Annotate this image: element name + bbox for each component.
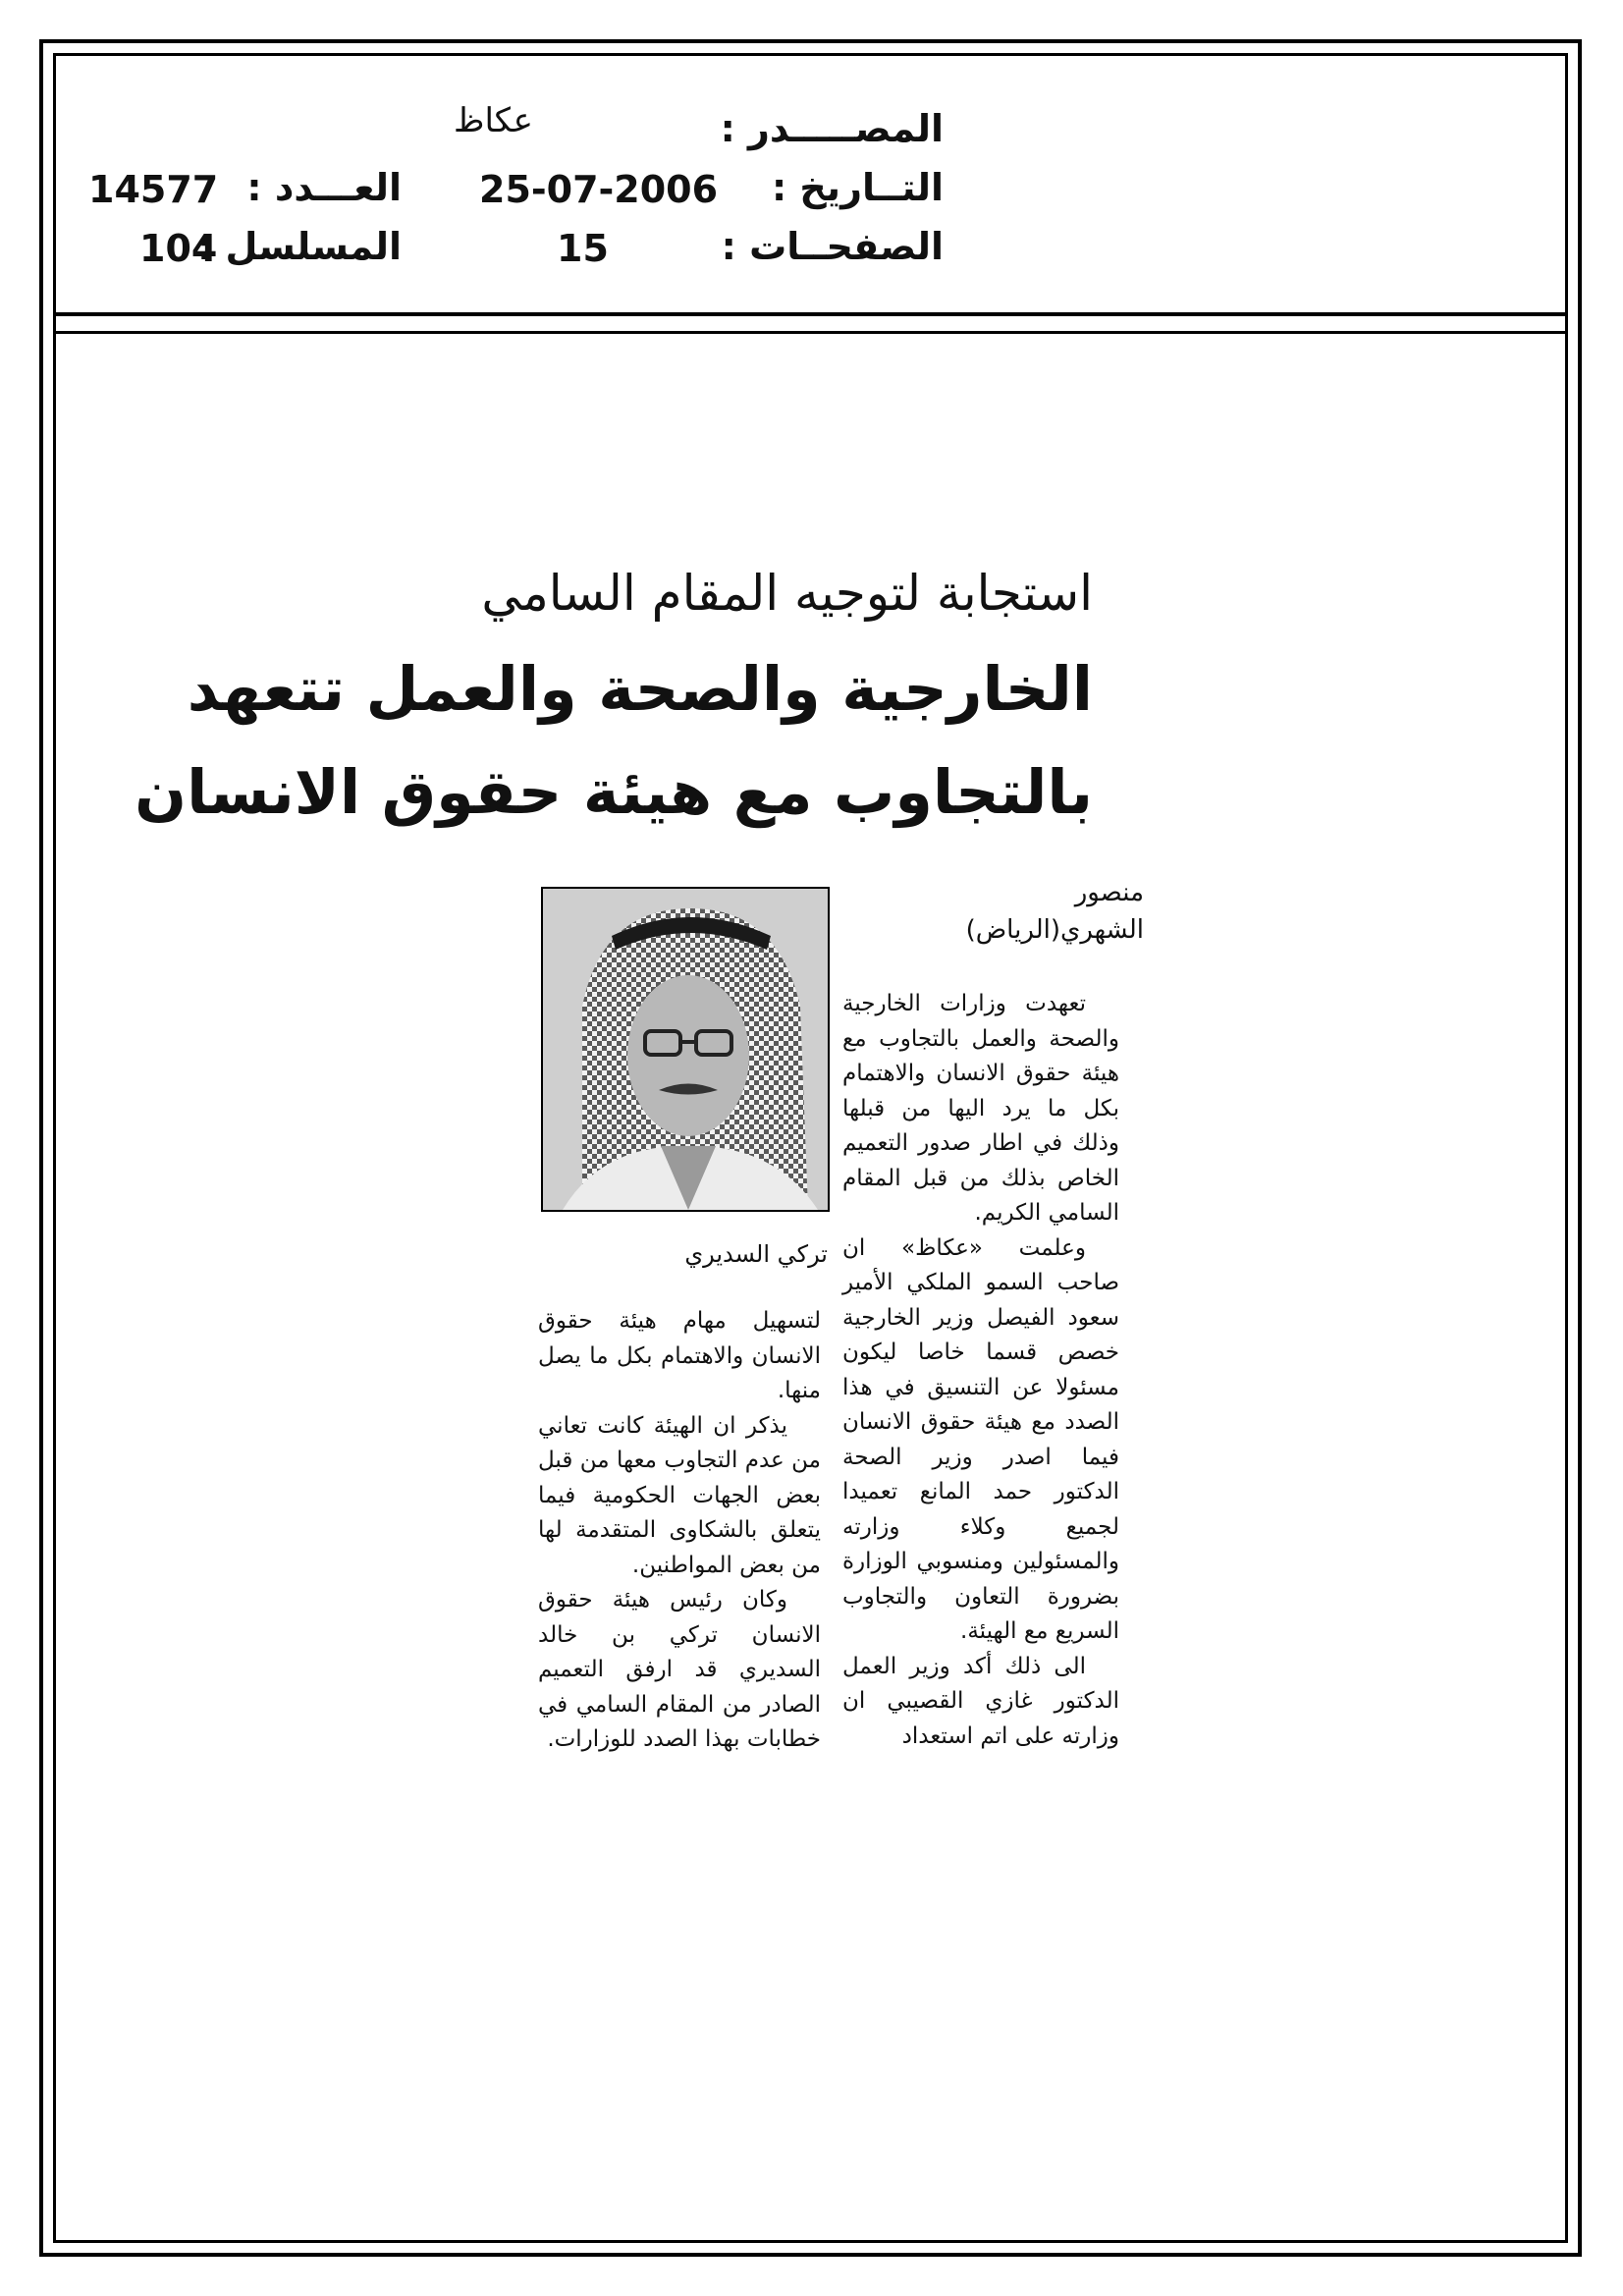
paragraph: لتسهيل مهام هيئة حقوق الانسان والاهتمام بكل ما يصل منها. [538,1308,821,1403]
byline-location: الشهري(الرياض) [965,915,1144,945]
pages-label: الصفحــات : [721,225,944,268]
byline-name: منصور [1074,878,1144,907]
paragraph: يذكر ان الهيئة كانت تعاني من عدم التجاوب معها من قبل بعض الجهات الحكومية فيما يتعلق بالشكاوى المتقدمة لها من بعض المواطنين. [538,1412,821,1578]
author-photo [541,887,830,1212]
article-kicker: استجابة لتوجيه المقام السامي [481,565,1093,622]
issue-value: 14577 [88,168,219,211]
article-headline-line2: بالتجاوب مع هيئة حقوق الانسان [135,756,1093,828]
article-column-left [538,1304,821,1758]
header-separator [53,312,1568,334]
serial-value: 104 [139,227,218,270]
article-column-right [842,987,1119,1754]
date-label: التــاريخ : [771,166,944,209]
paragraph: وكان رئيس هيئة حقوق الانسان تركي بن خالد السديري قد ارفق التعميم الصادر من المقام السامي في خطابات بهذا الصدد للوزارات. [538,1587,821,1752]
serial-label: المسلسل : [197,225,402,268]
photo-caption: تركي السديري [684,1240,828,1268]
paragraph: الى ذلك أكد وزير العمل الدكتور غازي القصيبي ان وزارته على اتم استعداد [842,1653,1119,1749]
issue-label: العـــدد : [246,166,402,209]
paragraph: وعلمت «عكاظ» ان صاحب السمو الملكي الأمير سعود الفيصل وزير الخارجية خصص قسما خاصا ليكون مسئولا عن التنسيق في هذا الصدد مع هيئة حقوق الانسان فيما اصدر وزير الصحة الدكتور حمد المانع تعميدا لجميع وكلاء وزارته والمسئولين ومنسوبي الوزارة بضرورة التعاون والتجاوب السريع مع الهيئة. [842,1234,1119,1644]
pages-value: 15 [557,227,609,270]
date-value: 25-07-2006 [479,168,719,211]
article-headline-line1: الخارجية والصحة والعمل تتعهد [187,653,1093,725]
source-value: عكاظ [454,101,533,140]
source-label: المصـــــدر : [720,107,944,150]
paragraph: تعهدت وزارات الخارجية والصحة والعمل بالتجاوب مع هيئة حقوق الانسان والاهتمام بكل ما يرد اليها من قبلها وذلك في اطار صدور التعميم الخاص بذلك من قبل المقام السامي الكريم. [842,991,1119,1226]
